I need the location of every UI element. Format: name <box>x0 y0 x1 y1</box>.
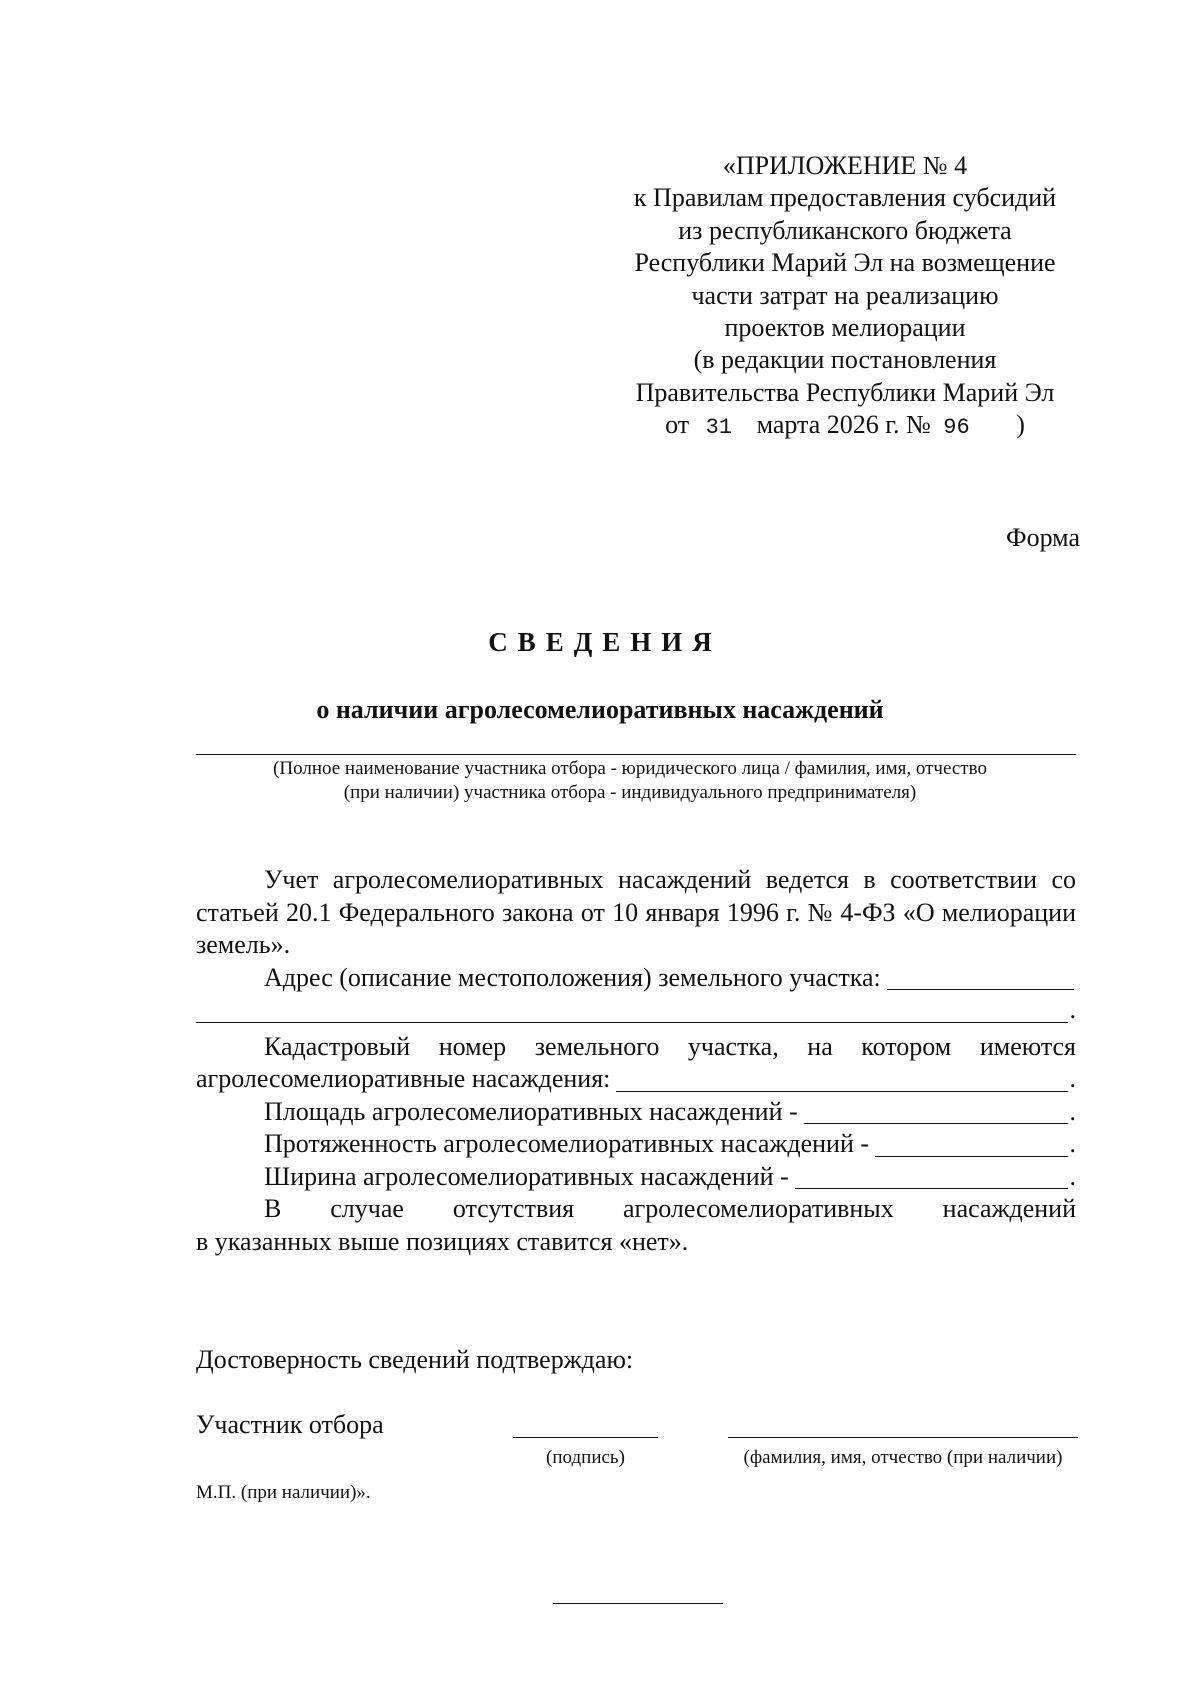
length-label: Протяженность агролесомелиоративных насаждений - <box>264 1129 870 1158</box>
stamp-note: М.П. (при наличии)». <box>196 1482 371 1503</box>
period: . <box>1069 1064 1076 1093</box>
participant-name-field[interactable] <box>196 754 1076 755</box>
absence-note-line2: в указанных выше позициях ставится «нет». <box>196 1226 689 1256</box>
header-line: «ПРИЛОЖЕНИЕ № 4 <box>722 151 968 180</box>
area-field[interactable] <box>804 1099 1068 1124</box>
header-line: из республиканского бюджета <box>678 215 1012 245</box>
period: . <box>1069 1161 1076 1191</box>
cadastral-row <box>196 1063 1076 1096</box>
cadastral-number-field[interactable] <box>616 1067 1067 1092</box>
signature-field[interactable] <box>513 1437 658 1438</box>
absence-note-line1: В случае отсутствия агролесомелиоративных насаждений <box>264 1194 1076 1223</box>
date-rest: марта 2026 г. № <box>756 410 931 440</box>
signature-caption: (подпись) <box>546 1447 625 1468</box>
length-field[interactable] <box>875 1132 1067 1157</box>
closing-separator <box>553 1603 723 1604</box>
header-line: Республики Марий Эл на возмещение <box>634 248 1056 278</box>
header-line: (в редакции постановления <box>693 345 997 375</box>
area-row <box>196 1096 1076 1129</box>
participant-name-caption <box>180 757 1080 805</box>
header-date-line <box>600 409 1090 444</box>
header-line: к Правилам предоставления субсидий <box>633 183 1057 213</box>
width-label: Ширина агролесомелиоративных насаждений - <box>264 1161 789 1191</box>
cadastral-label-line1: Кадастровый номер земельного участка, на котором имеются <box>264 1031 1076 1061</box>
form-label: Форма <box>1006 523 1080 552</box>
cadastral-label-line2: агролесомелиоративные насаждения: <box>196 1064 611 1093</box>
date-close: ) <box>1016 410 1025 440</box>
address-row-continued <box>196 994 1076 1027</box>
fio-caption: (фамилия, имя, отчество (при наличии) <box>743 1447 1063 1468</box>
header-line: Правительства Республики Марий Эл <box>635 377 1055 407</box>
header-line: проектов мелиорации <box>724 313 966 343</box>
confirmation-statement: Достоверность сведений подтверждаю: <box>196 1345 634 1374</box>
width-row <box>196 1161 1076 1194</box>
address-field[interactable] <box>887 965 1074 990</box>
paragraph-legal-basis: Учет агролесомелиоративных насаждений ведется в соответствии со статьей 20.1 Федерального закона от 10 января 1996 г. № 4-ФЗ «О мелиорации земель». <box>196 865 1076 959</box>
date-number: 96 <box>943 415 970 441</box>
fio-field[interactable] <box>728 1437 1078 1438</box>
form-body <box>196 864 1076 1258</box>
address-field-continued[interactable] <box>196 998 1068 1023</box>
length-row <box>196 1128 1076 1161</box>
participant-label: Участник отбора <box>196 1410 384 1439</box>
caption-line: (Полное наименование участника отбора - юридического лица / фамилия, имя, отчество <box>273 758 987 779</box>
date-prefix: от <box>665 410 690 440</box>
document-subtitle: о наличии агролесомелиоративных насаждений <box>316 695 884 724</box>
address-row <box>196 962 1076 995</box>
period: . <box>1069 1096 1076 1126</box>
appendix-header <box>600 150 1090 445</box>
date-day: 31 <box>705 415 733 441</box>
address-label: Адрес (описание местоположения) земельного участка: <box>264 962 881 992</box>
caption-line: (при наличии) участника отбора - индивидуального предпринимателя) <box>343 782 917 803</box>
document-title: СВЕДЕНИЯ <box>488 627 722 657</box>
area-label: Площадь агролесомелиоративных насаждений - <box>264 1096 798 1126</box>
width-field[interactable] <box>795 1164 1068 1189</box>
period: . <box>1069 995 1076 1024</box>
header-line: части затрат на реализацию <box>691 280 999 310</box>
period: . <box>1069 1129 1076 1158</box>
